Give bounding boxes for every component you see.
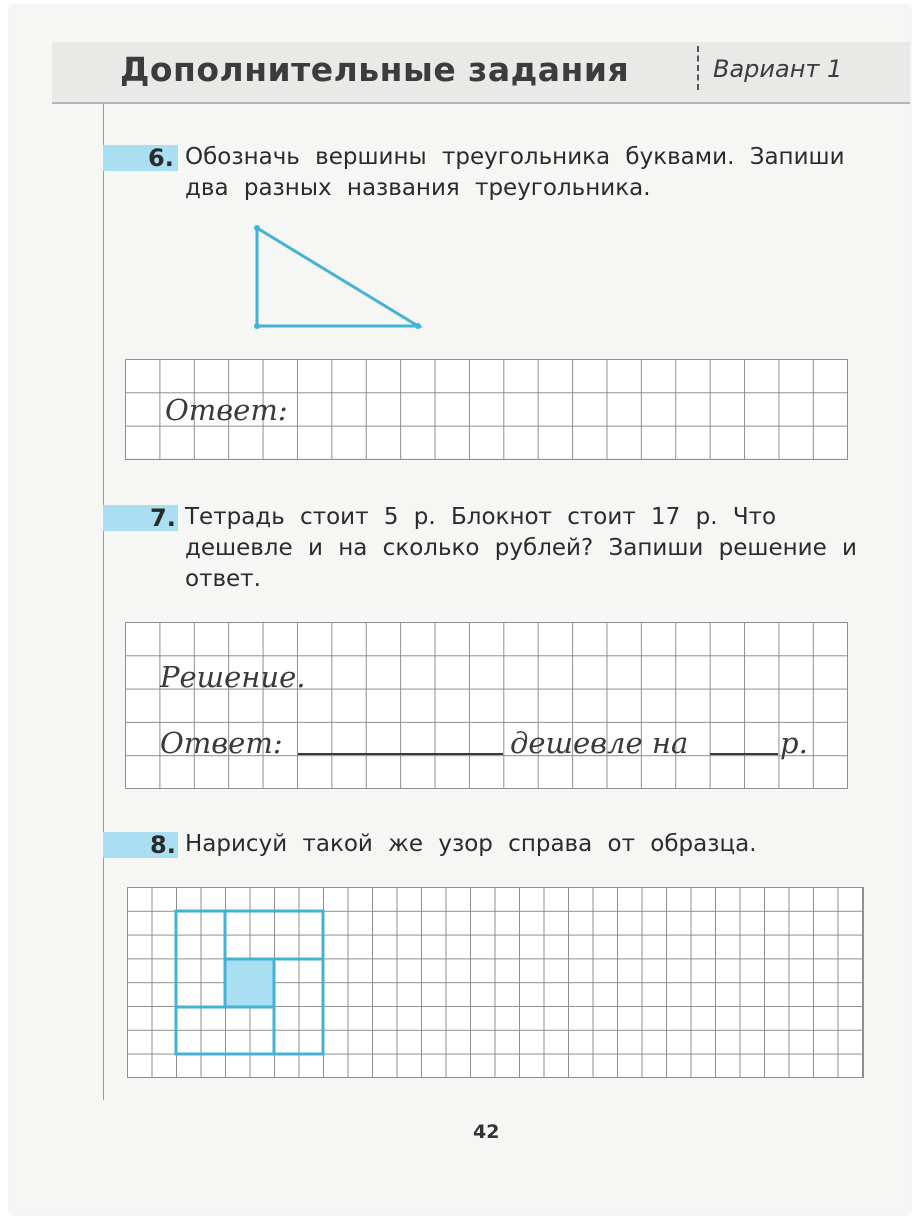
task-7-answer-unit: р. — [780, 726, 808, 760]
task-7-solution-label: Решение. — [160, 660, 306, 694]
task-6-answer-label: Ответ: — [165, 393, 288, 427]
page-number: 42 — [473, 1121, 500, 1143]
page-title: Дополнительные задания — [120, 50, 630, 89]
task-7-text: Тетрадь стоит 5 р. Блокнот стоит 17 р. Что дешевле и на сколько рублей? Запиши решение и ответ. — [185, 504, 857, 592]
task-6-text: Обозначь вершины треугольника буквами. Запиши два разных названия треугольника. — [185, 144, 845, 201]
task-8-number: 8. — [150, 831, 176, 859]
task-6-number: 6. — [148, 144, 174, 172]
task-7-number: 7. — [150, 504, 176, 532]
task-7-answer-label: Ответ: — [160, 726, 283, 760]
variant-label: Вариант 1 — [713, 55, 843, 83]
task-7-answer-middle: дешевле на — [510, 726, 689, 760]
pattern-filled-square — [225, 959, 274, 1007]
task-8-text: Нарисуй такой же узор справа от образца. — [185, 831, 757, 857]
